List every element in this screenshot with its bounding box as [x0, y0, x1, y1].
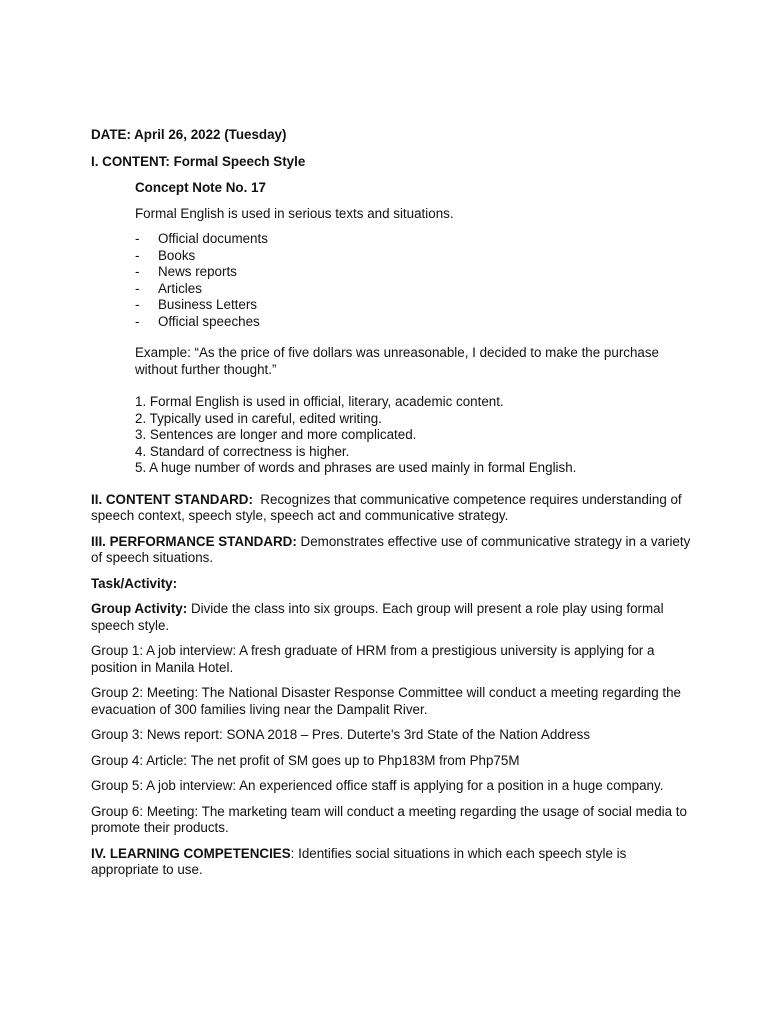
group-item: Group 4: Article: The net profit of SM goes up to Php183M from Php75M: [91, 752, 520, 768]
list-item: - Business Letters: [135, 297, 691, 314]
example-sentence: Example: “As the price of five dollars was unreasonable, I decided to make the purchase without further thought.”: [135, 345, 660, 377]
group-item: Group 2: Meeting: The National Disaster Response Committee will conduct a meeting regarding the evacuation of 300 families living near the Dampalit River.: [91, 685, 681, 717]
learning-competencies-text: : Identifies social situations in which each speech style is appropriate to use.: [91, 845, 627, 877]
date-value: April 26, 2022 (Tuesday): [134, 127, 287, 142]
lesson-plan-document: [91, 127, 691, 888]
content-standard: [91, 492, 691, 525]
group-item: Group 6: Meeting: The marketing team will conduct a meeting regarding the usage of social media to promote their products.: [91, 803, 687, 835]
list-item: - Articles: [135, 281, 691, 298]
concept-note-title: Concept Note No. 17: [135, 180, 266, 195]
numbered-item: 4. Standard of correctness is higher.: [135, 443, 350, 459]
intro-text: Formal English is used in serious texts and situations.: [135, 205, 454, 221]
group-item: Group 3: News report: SONA 2018 – Pres. Duterte's 3rd State of the Nation Address: [91, 727, 591, 742]
numbered-list: [135, 394, 691, 477]
examples-list: [135, 231, 691, 330]
content-heading: [91, 154, 691, 171]
group-activity-text: Divide the class into six groups. Each group will present a role play using formal speech style.: [91, 601, 664, 633]
content-label: I. CONTENT:: [91, 153, 174, 169]
content-standard-text: Recognizes that communicative competence requires understanding of speech context, speech style, speech act and communicative strategy.: [91, 491, 686, 523]
group-activity-label: Group Activity:: [91, 601, 188, 616]
group-item: Group 5: A job interview: An experienced office staff is applying for a position in a huge company.: [91, 778, 664, 793]
list-item: - Books: [135, 248, 691, 265]
content-standard-label: II. CONTENT STANDARD:: [91, 491, 253, 507]
content-value: Formal Speech Style: [173, 153, 306, 169]
numbered-item: 2. Typically used in careful, edited writing.: [135, 410, 382, 426]
learning-competencies-label: IV. LEARNING COMPETENCIES: [91, 845, 291, 861]
learning-competencies: [91, 846, 691, 879]
concept-note-section: [135, 180, 691, 477]
date-line: [91, 127, 691, 144]
list-item: - Official speeches: [135, 314, 691, 331]
numbered-item: 1. Formal English is used in official, literary, academic content.: [135, 394, 504, 409]
date-label: DATE:: [91, 127, 135, 142]
performance-standard: [91, 534, 691, 567]
group-item: Group 1: A job interview: A fresh graduate of HRM from a prestigious university is applying for a position in Manila Hotel.: [91, 643, 655, 675]
numbered-item: 5. A huge number of words and phrases are used mainly in formal English.: [135, 460, 577, 475]
list-item: - News reports: [135, 264, 691, 281]
performance-standard-text: Demonstrates effective use of communicative strategy in a variety of speech situations.: [91, 533, 691, 565]
group-activity: [91, 601, 691, 634]
numbered-item: 3. Sentences are longer and more complicated.: [135, 427, 417, 442]
performance-standard-label: III. PERFORMANCE STANDARD:: [91, 533, 297, 549]
task-activity-heading: Task/Activity:: [91, 575, 178, 591]
list-item: - Official documents: [135, 231, 691, 248]
